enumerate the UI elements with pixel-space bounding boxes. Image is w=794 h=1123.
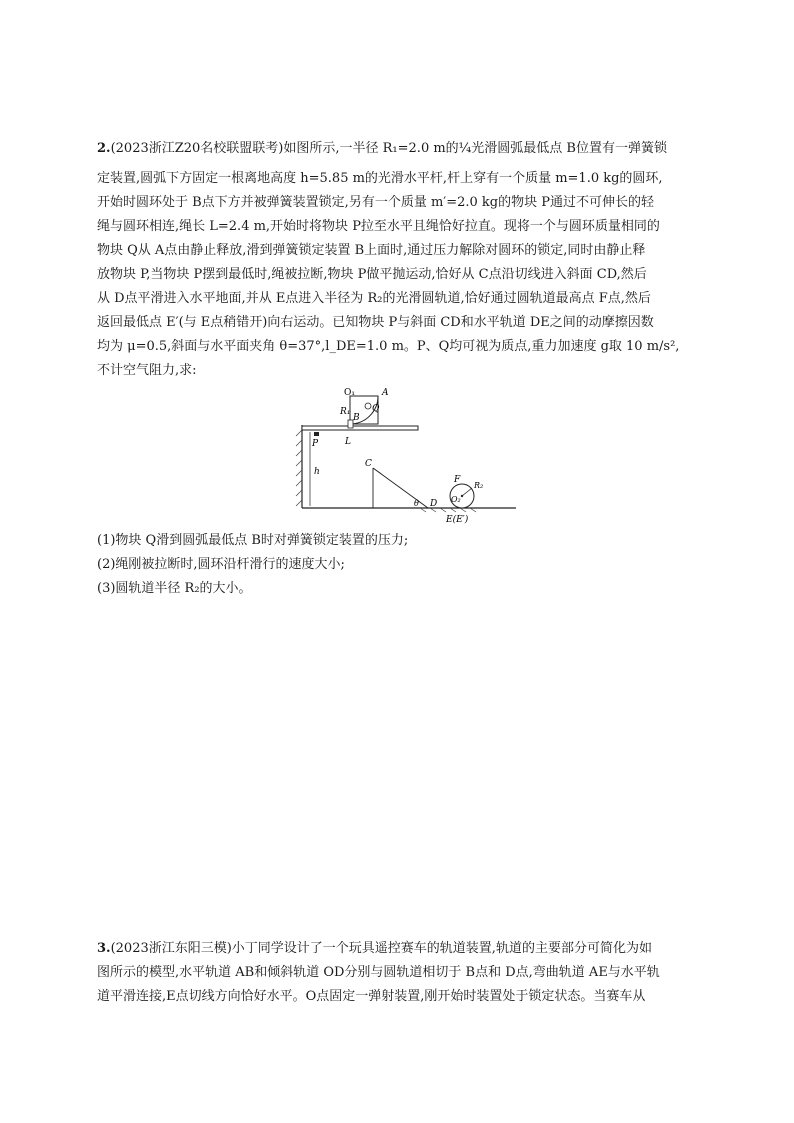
q2-sub-1: (1)物块 Q滑到圆弧最低点 B时对弹簧锁定装置的压力;	[97, 533, 409, 548]
q2-line-8: 返回最低点 E′(与 E点稍错开)向右运动。已知物块 P与斜面 CD和水平轨道 DE之间的动摩擦因数	[97, 315, 654, 330]
label-d: D	[430, 499, 438, 509]
label-o1: O₁	[344, 388, 355, 398]
wall-hatching	[296, 430, 302, 506]
label-b: B	[353, 413, 360, 423]
label-theta: θ	[414, 499, 419, 508]
q2-sub-3: (3)圆轨道半径 R₂的大小。	[97, 581, 252, 596]
label-h: h	[314, 467, 320, 477]
q2-line-6: 放物块 P,当物块 P摆到最低时,绳被拉断,物块 P做平抛运动,恰好从 C点沿切线进入斜面 CD,然后	[97, 267, 647, 282]
incline-cd	[373, 468, 428, 508]
horizontal-rod	[302, 426, 418, 430]
q3-line-1	[97, 940, 652, 958]
q2-line-10: 不计空气阻力,求:	[97, 363, 197, 378]
label-c: C	[365, 459, 372, 469]
label-r2: R₂	[474, 481, 484, 490]
label-r1: R₁	[340, 407, 351, 417]
q2-line-2: 定装置,圆弧下方固定一根离地高度 h=5.85 m的光滑水平杆,杆上穿有一个质量 m=1.0 kg的圆环,	[97, 171, 663, 186]
label-f: F	[454, 475, 461, 485]
q2-line-7: 从 D点平滑进入水平地面,并从 E点进入半径为 R₂的光滑圆轨道,恰好通过圆轨道最高点 F点,然后	[97, 291, 651, 306]
q2-line-1	[97, 140, 667, 158]
q2-sub-2: (2)绳刚被拉断时,圆环沿杆滑行的速度大小;	[97, 557, 345, 572]
q3-line-3: 道平滑连接,E点切线方向恰好水平。O点固定一弹射装置,刚开始时装置处于锁定状态。当赛车从	[97, 989, 646, 1004]
label-q: Q	[372, 404, 380, 414]
q2-line-4: 绳与圆环相连,绳长 L=2.4 m,开始时将物块 P拉至水平且绳恰好拉直。现将一个与圆环质量相同的	[97, 219, 660, 234]
q2-number: 2.	[97, 141, 111, 156]
q2-text-1: (2023浙江Z20名校联盟联考)如图所示,一半径 R₁=2.0 m的¼光滑圆弧最低点 B位置有一弹簧锁	[110, 141, 667, 156]
q2-line-5: 物块 Q从 A点由静止释放,滑到弹簧锁定装置 B上面时,通过压力解除对圆环的锁定,同时由静止释	[97, 243, 646, 258]
label-l: L	[345, 437, 351, 447]
block-q	[365, 403, 371, 409]
physics-diagram	[290, 380, 520, 530]
q3-number: 3.	[97, 941, 111, 956]
q3-line-2: 图所示的模型,水平轨道 AB和倾斜轨道 OD分别与圆轨道相切于 B点和 D点,弯曲轨道 AE与水平轨	[97, 965, 660, 980]
center-o2	[461, 495, 463, 497]
block-p	[314, 432, 319, 436]
q2-line-3: 开始时圆环处于 B点下方并被弹簧装置锁定,另有一个质量 m′=2.0 kg的物块 P通过不可伸长的轻	[97, 195, 655, 210]
label-p: P	[312, 439, 319, 449]
q3-text-1: (2023浙江东阳三模)小丁同学设计了一个玩具遥控赛车的轨道装置,轨道的主要部分可简化为如	[110, 941, 652, 956]
q2-line-9: 均为 μ=0.5,斜面与水平面夹角 θ=37°,l_DE=1.0 m。P、Q均可视为质点,重力加速度 g取 10 m/s²,	[97, 339, 680, 354]
label-o2: O₂	[451, 495, 461, 504]
label-a: A	[382, 388, 389, 398]
label-e: E(E′)	[446, 515, 469, 525]
